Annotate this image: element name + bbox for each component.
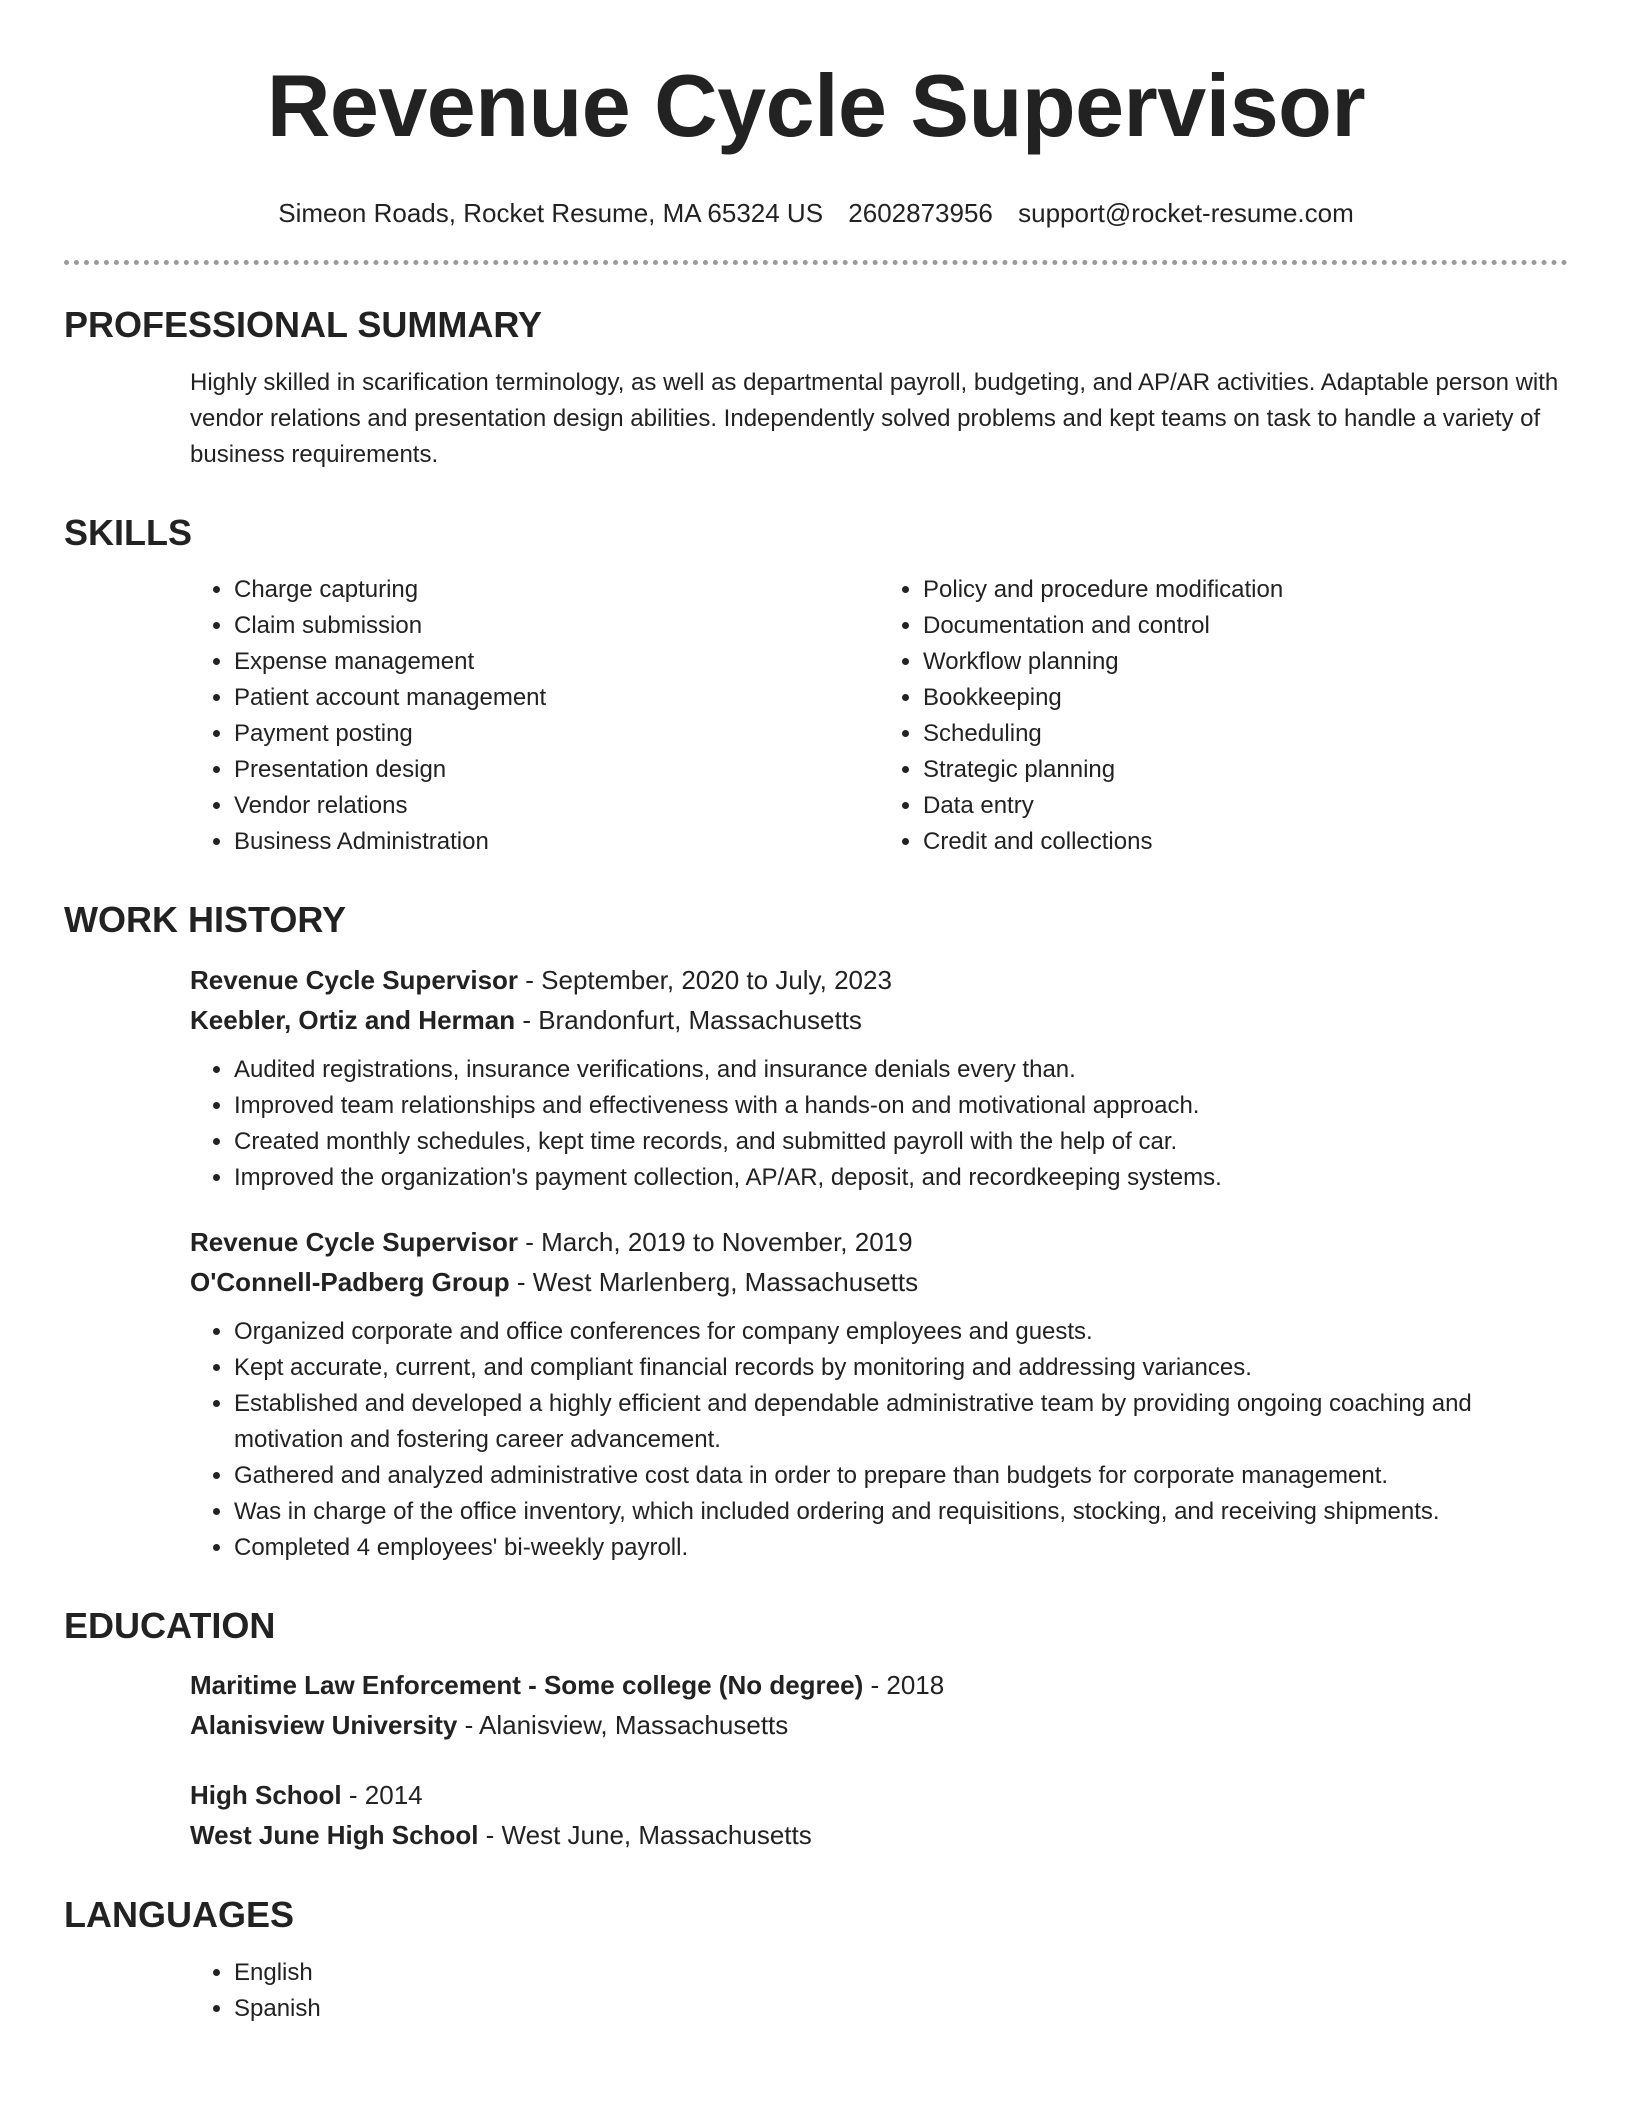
contact-line	[64, 200, 1568, 226]
skill-item: • Data entry	[923, 788, 1568, 824]
job-bullet: • Created monthly schedules, kept time records, and submitted payroll with the help of car.	[234, 1124, 1568, 1160]
contact-address: Simeon Roads, Rocket Resume, MA 65324 US	[278, 198, 824, 228]
job-company-line	[190, 1000, 1568, 1040]
job-dates: - March, 2019 to November, 2019	[518, 1226, 913, 1257]
languages-list	[190, 1955, 1568, 2027]
work-heading: WORK HISTORY	[64, 899, 347, 941]
skills-list-right	[879, 572, 1568, 860]
skill-item: • Charge capturing	[234, 572, 879, 608]
skills-section	[64, 513, 1568, 861]
skills-list-left	[190, 572, 879, 860]
education-school-line	[190, 1815, 1568, 1855]
skills-heading: SKILLS	[64, 511, 193, 553]
skill-item: • Strategic planning	[923, 752, 1568, 788]
job-company: O'Connell-Padberg Group	[190, 1266, 510, 1297]
job-title-line	[190, 960, 1568, 1000]
job-entry	[190, 1222, 1568, 1566]
job-bullet: • Completed 4 employees' bi-weekly payroll.	[234, 1530, 1568, 1566]
education-school-line	[190, 1705, 1568, 1745]
education-school: Alanisview University	[190, 1710, 458, 1741]
job-title-line	[190, 1222, 1568, 1262]
education-body	[64, 1665, 1568, 1855]
job-bullet: • Kept accurate, current, and compliant financial records by monitoring and addressing variances.	[234, 1350, 1568, 1386]
job-location: - Brandonfurt, Massachusetts	[515, 1004, 862, 1035]
education-degree: High School	[190, 1780, 342, 1811]
candidate-name: Revenue Cycle Supervisor	[266, 56, 1366, 155]
skill-item: • Payment posting	[234, 716, 879, 752]
skill-item: • Bookkeeping	[923, 680, 1568, 716]
education-year: - 2014	[341, 1780, 423, 1811]
education-location: - Alanisview, Massachusetts	[457, 1710, 789, 1741]
skill-item: • Vendor relations	[234, 788, 879, 824]
languages-section	[64, 1895, 1568, 2027]
education-degree-line	[190, 1775, 1568, 1815]
job-company-line	[190, 1262, 1568, 1302]
education-degree: Maritime Law Enforcement - Some college (No degree)	[190, 1670, 864, 1701]
contact-phone: 2602873956	[848, 198, 993, 228]
work-section	[64, 900, 1568, 1566]
languages-body	[64, 1955, 1568, 2027]
skill-item: • Documentation and control	[923, 608, 1568, 644]
skill-item: • Scheduling	[923, 716, 1568, 752]
skill-item: • Workflow planning	[923, 644, 1568, 680]
summary-section	[64, 305, 1568, 473]
skill-item: • Credit and collections	[923, 824, 1568, 860]
education-section	[64, 1606, 1568, 1856]
education-location: - West June, Massachusetts	[478, 1820, 812, 1851]
job-dates: - September, 2020 to July, 2023	[518, 964, 892, 995]
skill-item: • Patient account management	[234, 680, 879, 716]
summary-body	[64, 365, 1568, 473]
education-entry	[190, 1665, 1568, 1745]
language-item: • English	[234, 1955, 1568, 1991]
job-role: Revenue Cycle Supervisor	[190, 964, 519, 995]
job-bullet: • Established and developed a highly efficient and dependable administrative team by providing ongoing coaching and motivation and fostering career advancement.	[234, 1386, 1568, 1458]
job-bullet: • Audited registrations, insurance verifications, and insurance denials every than.	[234, 1052, 1568, 1088]
education-school: West June High School	[190, 1820, 479, 1851]
education-degree-line	[190, 1665, 1568, 1705]
summary-text: Highly skilled in scarification terminology, as well as departmental payroll, budgeting, and AP/AR activities. Adaptable person with vendor relations and presentation design abilities. Independently solved problems and kept teams on task to handle a variety of business requirements.	[190, 368, 1559, 468]
education-entry	[190, 1775, 1568, 1855]
skill-item: • Expense management	[234, 644, 879, 680]
job-role: Revenue Cycle Supervisor	[190, 1226, 519, 1257]
language-item: • Spanish	[234, 1991, 1568, 2027]
skill-item: • Business Administration	[234, 824, 879, 860]
education-heading: EDUCATION	[64, 1604, 276, 1646]
skill-item: • Claim submission	[234, 608, 879, 644]
languages-heading: LANGUAGES	[64, 1894, 295, 1936]
job-bullet: • Organized corporate and office conferences for company employees and guests.	[234, 1314, 1568, 1350]
contact-email[interactable]: support@rocket-resume.com	[1018, 198, 1354, 228]
job-bullets	[190, 1314, 1568, 1566]
skills-grid	[64, 572, 1568, 860]
job-location: - West Marlenberg, Massachusetts	[509, 1266, 919, 1297]
skill-item: • Policy and procedure modification	[923, 572, 1568, 608]
education-year: - 2018	[863, 1670, 945, 1701]
job-bullet: • Was in charge of the office inventory, which included ordering and requisitions, stocking, and receiving shipments.	[234, 1494, 1568, 1530]
work-body	[64, 960, 1568, 1566]
header-divider	[64, 260, 1568, 265]
job-company: Keebler, Ortiz and Herman	[190, 1004, 516, 1035]
job-entry	[190, 960, 1568, 1196]
job-bullets	[190, 1052, 1568, 1196]
summary-heading: PROFESSIONAL SUMMARY	[64, 304, 543, 345]
job-bullet: • Improved team relationships and effectiveness with a hands-on and motivational approach.	[234, 1088, 1568, 1124]
skill-item: • Presentation design	[234, 752, 879, 788]
job-bullet: • Gathered and analyzed administrative cost data in order to prepare than budgets for corporate management.	[234, 1458, 1568, 1494]
job-bullet: • Improved the organization's payment collection, AP/AR, deposit, and recordkeeping systems.	[234, 1160, 1568, 1196]
